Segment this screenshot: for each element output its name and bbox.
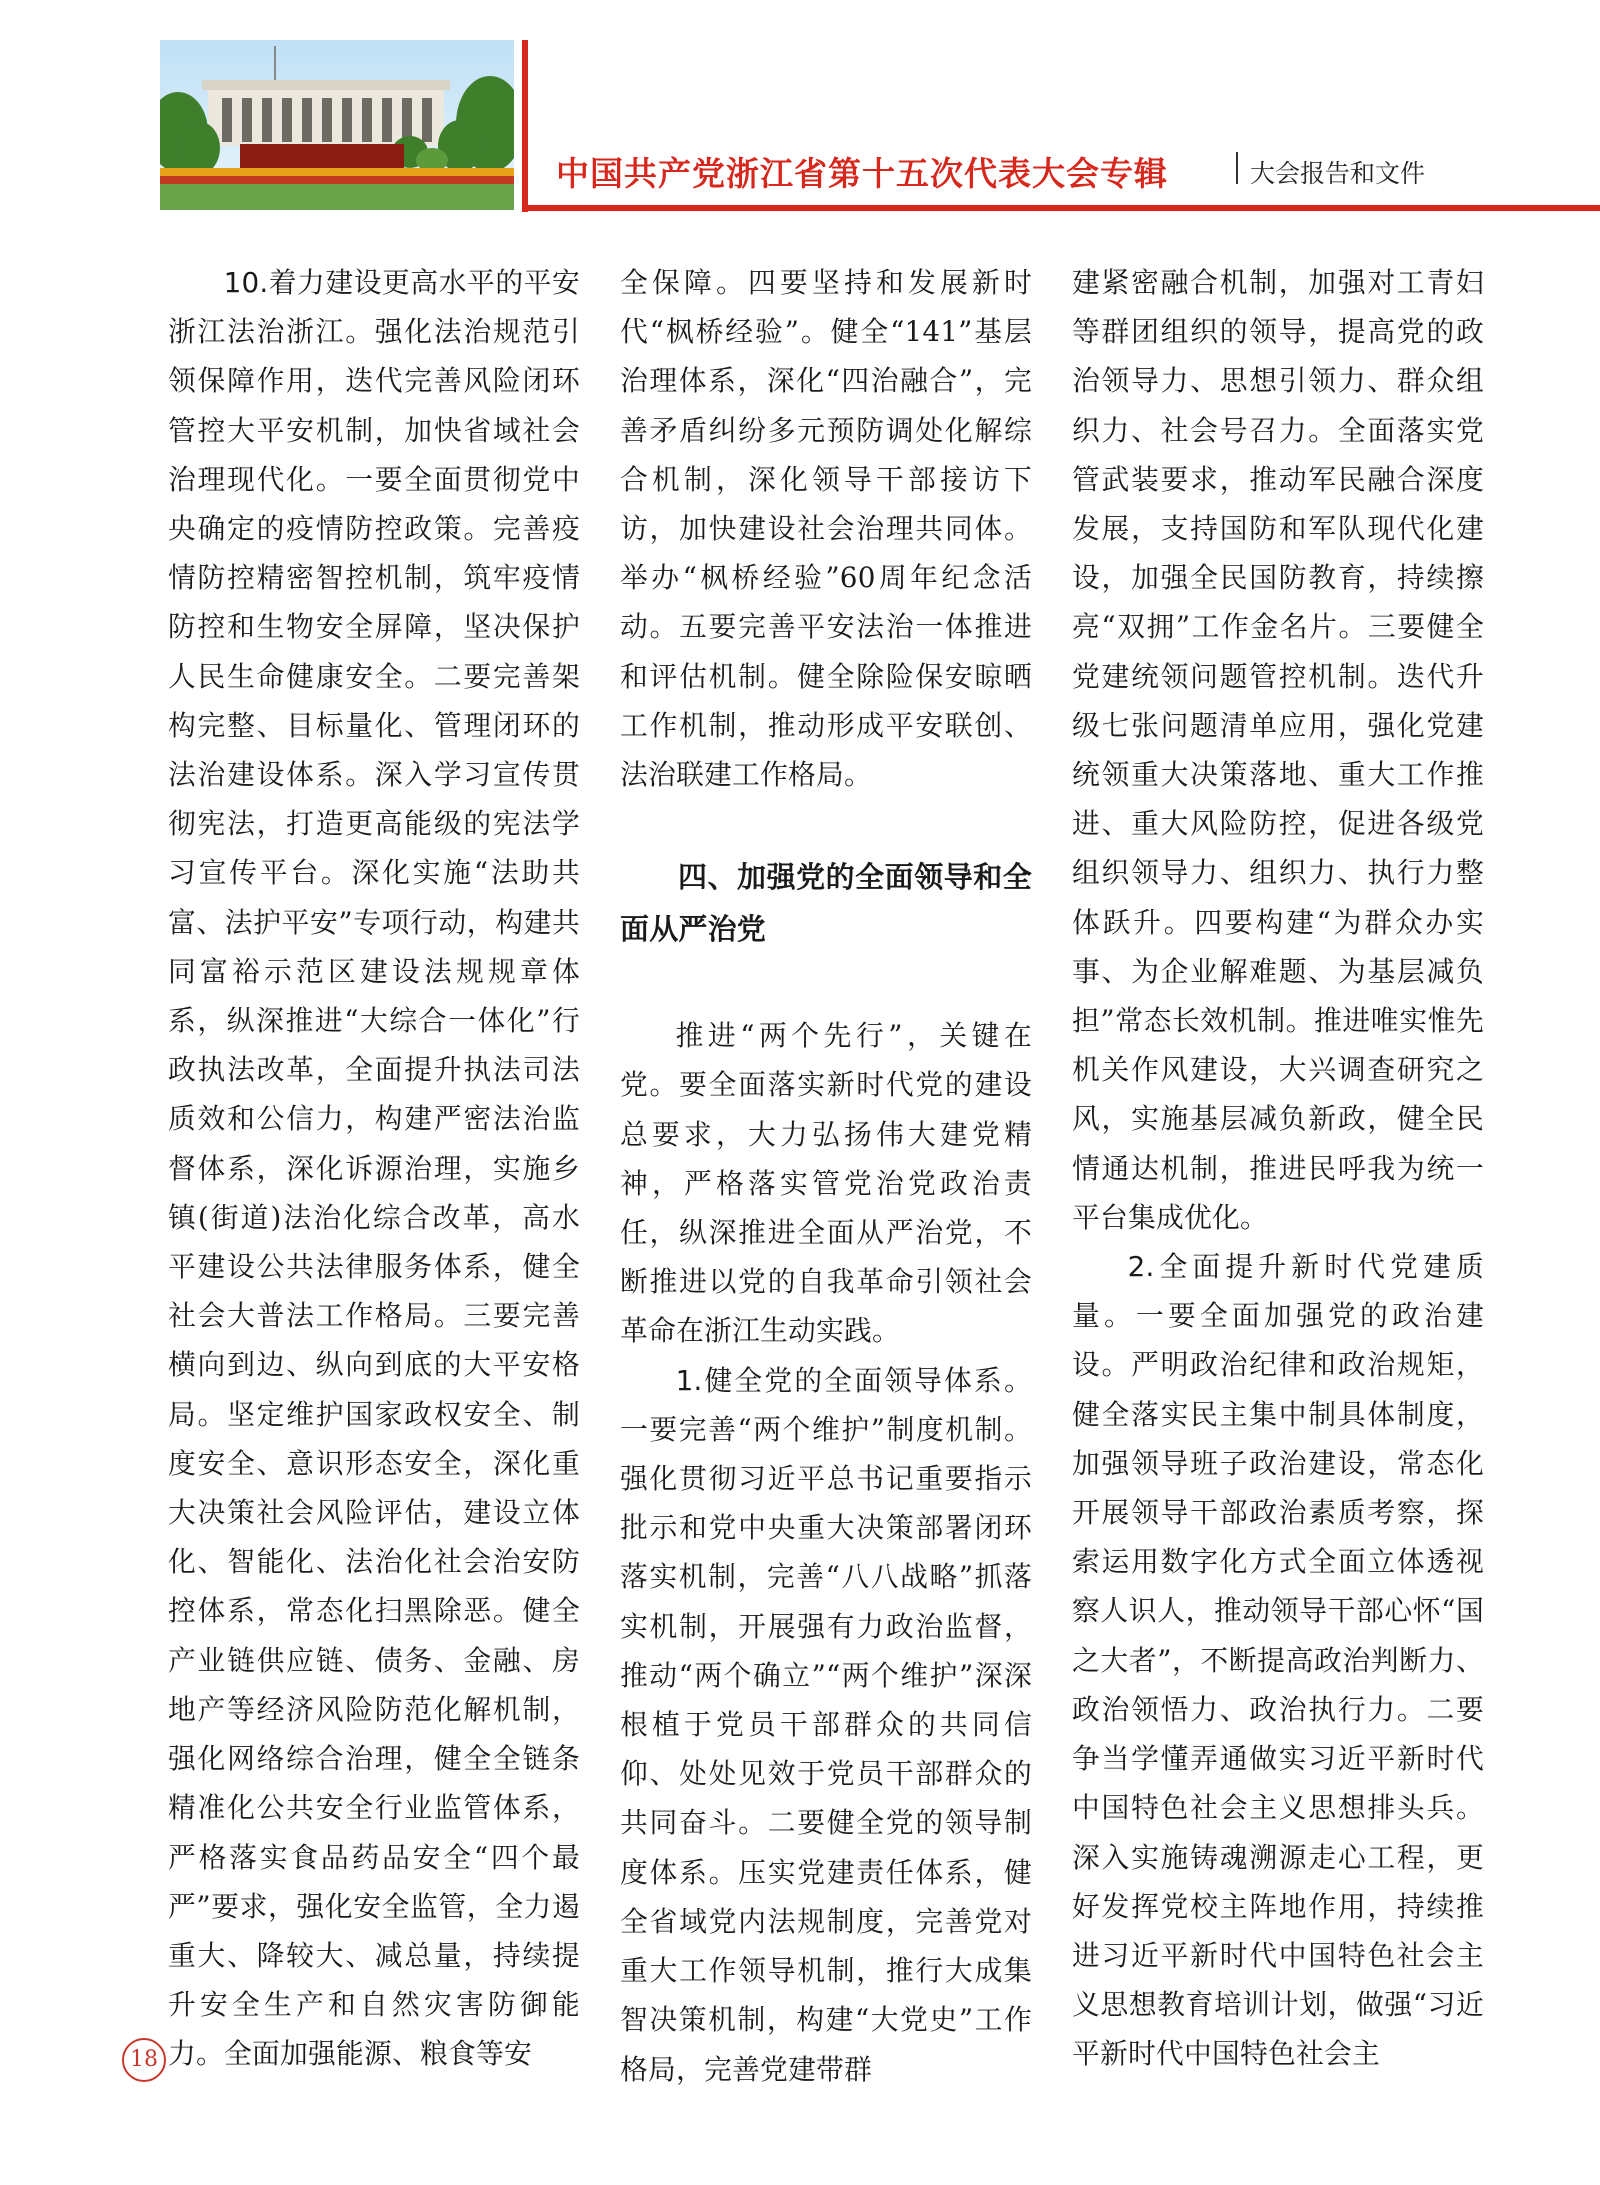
- paragraph-text: 一要全面加强党的政治建设。严明政治纪律和政治规矩，健全落实民主集中制具体制度，加强领导班子政治建设，常态化开展领导干部政治素质考察，探索运用数字化方式全面立体透视察人识人，推动领导干部心怀“国之大者”，不断提高政治判断力、政治领悟力、政治执行力。二要争当学懂弄通做实习近平新时代中国特色社会主义思想排头兵。深入实施铸魂溯源走心工程，更好发挥党校主阵地作用，持续推进习近平新时代中国特色社会主义思想教育培训计划，做强“习近平新时代中国特色社会主: [1072, 1299, 1484, 2071]
- paragraph-text: 强化法治规范引领保障作用，迭代完善风险闭环管控大平安机制，加快省域社会治理现代化。一要全面贯彻党中央确定的疫情防控政策。完善疫情防控精密智控机制，筑牢疫情防控和生物安全屏障，坚决保护人民生命健康安全。二要完善架构完整、目标量化、管理闭环的法治建设体系。深入学习宣传贯彻宪法，打造更高能级的宪法学习宣传平台。深化实施“法助共富、法护平安”专项行动，构建共同富裕示范区建设法规规章体系，纵深推进“大综合一体化”行政执法改革，全面提升执法司法质效和公信力，构建严密法治监督体系，深化诉源治理，实施乡镇(街道)法治化综合改革，高水平建设公共法律服务体系，健全社会大普法工作格局。三要完善横向到边、纵向到底的大平安格局。坚定维护国家政权安全、制度安全、意识形态安全，深化重大决策社会风险评估，建设立体化、智能化、法治化社会治安防控体系，常态化扫黑除恶。健全产业链供应链、债务、金融、房地产等经济风险防范化解机制，强化网络综合治理，健全全链条精准化公共安全行业监管体系，严格落实食品药品安全“四个最严”要求，强化安全监管，全力遏重大、降较大、减总量，持续提升安全生产和自然灾害防御能力。全面加强能源、粮食等安: [168, 315, 580, 2071]
- section-label: 大会报告和文件: [1250, 159, 1426, 188]
- text-column-1: [168, 258, 580, 2079]
- header-separator: [1236, 152, 1238, 184]
- paragraph-continuation: 全保障。四要坚持和发展新时代“枫桥经验”。健全“141”基层治理体系，深化“四治融合”，完善矛盾纠纷多元预防调处化解综合机制，深化领导干部接访下访，加快建设社会治理共同体。举办“枫桥经验”60周年纪念活动。五要完善平安法治一体推进和评估机制。健全除险保安晾晒工作机制，推动形成平安联创、法治联建工作格局。: [620, 266, 1032, 792]
- paragraph: [620, 1356, 1032, 2094]
- header-vertical-rule: [522, 40, 528, 212]
- page-number: 18: [122, 2038, 166, 2082]
- paragraph: [1072, 1242, 1484, 2078]
- paragraph-text: 一要完善“两个维护”制度机制。强化贯彻习近平总书记重要指示批示和党中央重大决策部署闭环落实机制，完善“八八战略”抓落实机制，开展强有力政治监督，推动“两个确立”“两个维护”深深根植于党员干部群众的共同信仰、处处见效于党员干部群众的共同奋斗。二要健全党的领导制度体系。压实党建责任体系，健全省域党内法规制度，完善党对重大工作领导机制，推行大成集智决策机制，构建“大党史”工作格局，完善党建带群: [620, 1412, 1032, 2086]
- paragraph: [168, 258, 580, 2079]
- header-horizontal-rule: [522, 205, 1600, 211]
- paragraph-continuation: 建紧密融合机制，加强对工青妇等群团组织的领导，提高党的政治领导力、思想引领力、群众组织力、社会号召力。全面落实党管武装要求，推动军民融合深度发展，支持国防和军队现代化建设，加强全民国防教育，持续擦亮“双拥”工作金名片。三要健全党建统领问题管控机制。迭代升级七张问题清单应用，强化党建统领重大决策落地、重大工作推进、重大风险防控，促进各级党组织领导力、组织力、执行力整体跃升。四要构建“为群众办实事、为企业解难题、为基层减负担”常态长效机制。推进唯实惟先机关作风建设，大兴调查研究之风，实施基层减负新政，健全民情通达机制，推进民呼我为统一平台集成优化。: [1072, 266, 1484, 1234]
- text-column-3: [1072, 258, 1484, 2079]
- subsection-heading: 10.着力建设更高水平的平安浙江法治浙江。: [168, 266, 580, 349]
- subsection-heading: 2.全面提升新时代党建质量。: [1072, 1250, 1484, 1333]
- header-photo-people-great-hall: [160, 40, 514, 210]
- text-column-2: [620, 258, 1032, 2094]
- paragraph-intro: 推进“两个先行”，关键在党。要全面落实新时代党的建设总要求，大力弘扬伟大建党精神，严格落实管党治党政治责任，纵深推进全面从严治党，不断推进以党的自我革命引领社会革命在浙江生动实践。: [620, 1019, 1032, 1348]
- magazine-issue-title: 中国共产党浙江省第十五次代表大会专辑: [556, 154, 1168, 193]
- section-heading: 四、加强党的全面领导和全面从严治党: [620, 860, 1032, 947]
- subsection-heading: 1.健全党的全面领导体系。: [675, 1363, 1032, 1397]
